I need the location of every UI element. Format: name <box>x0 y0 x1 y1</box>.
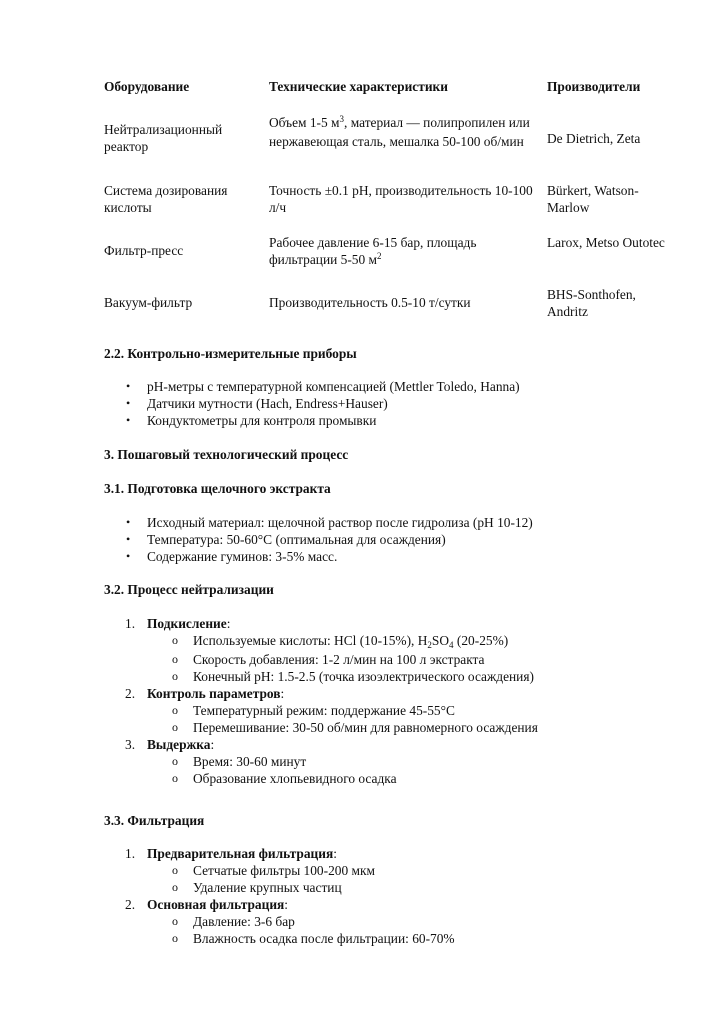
sub-item: o Сетчатые фильтры 100-200 мкм <box>172 863 375 878</box>
table-cell-specs: Рабочее давление 6-15 бар, площадь фильтрации 5-50 $м^2$ <box>269 235 477 267</box>
neutralization-steps <box>104 615 538 787</box>
table-cell-makers: Bürkert, Watson-Marlow <box>547 183 639 215</box>
table-cell-specs: Объем 1-5 $м^3$, материал — полипропилен или нержавеющая сталь, мешалка 50-100 об/мин <box>269 114 530 149</box>
sub-item: o Используемые кислоты: HCl (10-15%), $H_2SO_4$ (20-25%) <box>172 633 509 650</box>
list-item: • pH-метры с температурной компенсацией (Mettler Toledo, Hanna) <box>104 378 520 395</box>
list-item: • Содержание гуминов: 3-5% масс. <box>104 548 533 565</box>
step-title: Подкисление <box>147 616 227 631</box>
numbered-step: 2. Контроль параметров: <box>125 686 285 701</box>
sub-item: o Скорость добавления: 1-2 л/мин на 100 л экстракта <box>172 652 485 667</box>
numbered-step: 3. Выдержка: <box>125 737 215 752</box>
sub-item: o Конечный pH: 1.5-2.5 (точка изоэлектрического осаждения) <box>172 669 534 684</box>
table-cell-equipment: Система дозирования кислоты <box>104 183 228 215</box>
list-item: • Исходный материал: щелочной раствор после гидролиза (pH 10-12) <box>104 514 533 531</box>
numbered-step: 1. Предварительная фильтрация: <box>125 846 337 861</box>
step-title: Выдержка <box>147 737 211 752</box>
step-title: Основная фильтрация <box>147 897 285 912</box>
equipment-table <box>104 78 665 319</box>
list-item: • Температура: 50-60°C (оптимальная для осаждения) <box>104 531 533 548</box>
table-header-makers: Производители <box>547 79 641 94</box>
numbered-step: 2. Основная фильтрация: <box>125 897 289 912</box>
table-cell-makers: BHS-Sonthofen, Andritz <box>547 287 636 319</box>
section-heading-3-2: 3.2. Процесс нейтрализации <box>104 582 274 597</box>
sub-item: o Перемешивание: 30-50 об/мин для равномерного осаждения <box>172 720 538 735</box>
section-heading-2-2: 2.2. Контрольно-измерительные приборы <box>104 346 357 361</box>
sub-item: o Давление: 3-6 бар <box>172 914 295 929</box>
sub-item: o Удаление крупных частиц <box>172 880 342 895</box>
table-header-row <box>104 78 664 98</box>
table-cell-specs: Производительность 0.5-10 т/сутки <box>269 295 471 310</box>
table-header-specs: Технические характеристики <box>269 79 448 94</box>
extract-prep-list <box>104 514 533 565</box>
list-item: • Датчики мутности (Hach, Endress+Hauser) <box>104 395 520 412</box>
table-cell-specs: Точность ±0.1 pH, производительность 10-100 л/ч <box>269 183 533 215</box>
filtration-steps <box>104 845 455 947</box>
table-cell-equipment: Нейтрализационный реактор <box>104 122 223 154</box>
table-cell-equipment: Вакуум-фильтр <box>104 295 193 310</box>
section-heading-3-3: 3.3. Фильтрация <box>104 813 205 828</box>
sub-item: o Время: 30-60 минут <box>172 754 307 769</box>
table-header-equipment: Оборудование <box>104 79 190 94</box>
section-heading-3-1: 3.1. Подготовка щелочного экстракта <box>104 481 331 496</box>
section-heading-3: 3. Пошаговый технологический процесс <box>104 447 349 462</box>
step-title: Контроль параметров <box>147 686 281 701</box>
instruments-list <box>104 378 520 429</box>
sub-item: o Образование хлопьевидного осадка <box>172 771 397 786</box>
sub-item: o Влажность осадка после фильтрации: 60-70% <box>172 931 455 946</box>
step-title: Предварительная фильтрация <box>147 846 334 861</box>
list-item: • Кондуктометры для контроля промывки <box>104 412 520 429</box>
table-cell-equipment: Фильтр-пресс <box>104 243 184 258</box>
sub-item: o Температурный режим: поддержание 45-55°C <box>172 703 455 718</box>
table-cell-makers: De Dietrich, Zeta <box>547 131 641 146</box>
numbered-step: 1. Подкисление: <box>125 616 231 631</box>
table-cell-makers: Larox, Metso Outotec <box>547 235 665 250</box>
